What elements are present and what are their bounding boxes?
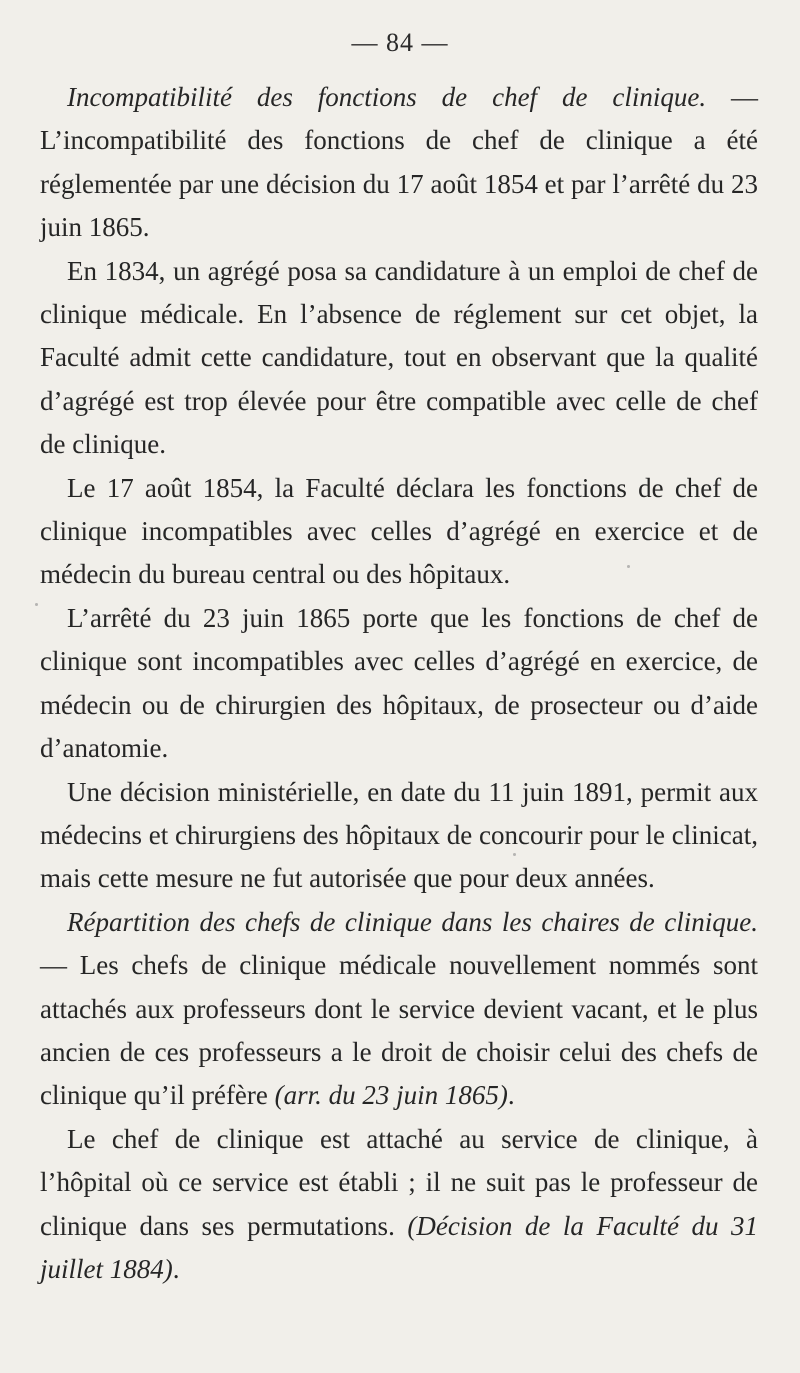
paragraph-text: Les chefs de clinique médicale nouvellement nommés sont attachés aux professeurs dont le service devient vacant, et le plus ancien de ces professeurs a le droit de choisir celui des chefs de clinique qu’il préfère <box>40 950 759 1111</box>
paragraph-repartition <box>40 901 758 1118</box>
section-heading: Répartition des chefs de clinique dans les chaires de clinique. <box>67 906 758 937</box>
citation: (arr. du 23 juin 1865) <box>274 1080 508 1111</box>
paragraph-1891 <box>40 771 758 901</box>
paragraph-text: L’arrêté du 23 juin 1865 porte que les fonctions de chef de clinique sont incompatibles avec celles d’agrégé en exercice, de médecin ou de chirurgien des hôpitaux, de prosecteur ou d’aide d’anatomie. <box>40 602 758 764</box>
paragraph-1854 <box>40 467 758 597</box>
paragraph-text: L’incompatibilité des fonctions de chef de clinique a été réglementée par une décision du 17 août 1854 et par l’arrêté du 23 juin 1865. <box>40 125 758 243</box>
paragraph-1865 <box>40 597 758 771</box>
heading-dash: — <box>40 950 80 981</box>
paragraph-end: . <box>507 1080 515 1111</box>
paragraph-text: Le 17 août 1854, la Faculté déclara les fonctions de chef de clinique incompatibles avec celles d’agrégé en exercice et de médecin du bureau central ou des hôpitaux. <box>40 472 758 590</box>
print-speck <box>35 603 38 606</box>
section-heading: Incompatibilité des fonctions de chef de clinique. <box>67 82 707 112</box>
paragraph-1834 <box>40 250 758 467</box>
print-speck <box>627 565 630 568</box>
heading-dash: — <box>706 82 758 112</box>
paragraph-text: Une décision ministérielle, en date du 11 juin 1891, permit aux médecins et chirurgiens des hôpitaux de concourir pour le clinicat, mais cette mesure ne fut autorisée que pour deux années. <box>40 776 758 894</box>
paragraph-text: En 1834, un agrégé posa sa candidature à un emploi de chef de clinique médicale. En l’absence de réglement sur cet objet, la Faculté admit cette candidature, tout en observant que la qualité d’agrégé est trop élevée pour être compatible avec celle de chef de clinique. <box>40 255 758 460</box>
paragraph-end: . <box>172 1253 180 1284</box>
citation: (Décision de la Faculté du 31 juillet 1884) <box>40 1210 759 1284</box>
paragraph-incompatibilite <box>40 76 758 250</box>
body-text <box>40 76 758 1291</box>
page-number: — 84 — <box>351 28 449 57</box>
paragraph-text: Le chef de clinique est attaché au service de clinique, à l’hôpital où ce service est établi ; il ne suit pas le professeur de clinique dans ses permutations. <box>40 1123 758 1241</box>
print-speck <box>513 853 516 856</box>
paragraph-service <box>40 1118 758 1292</box>
